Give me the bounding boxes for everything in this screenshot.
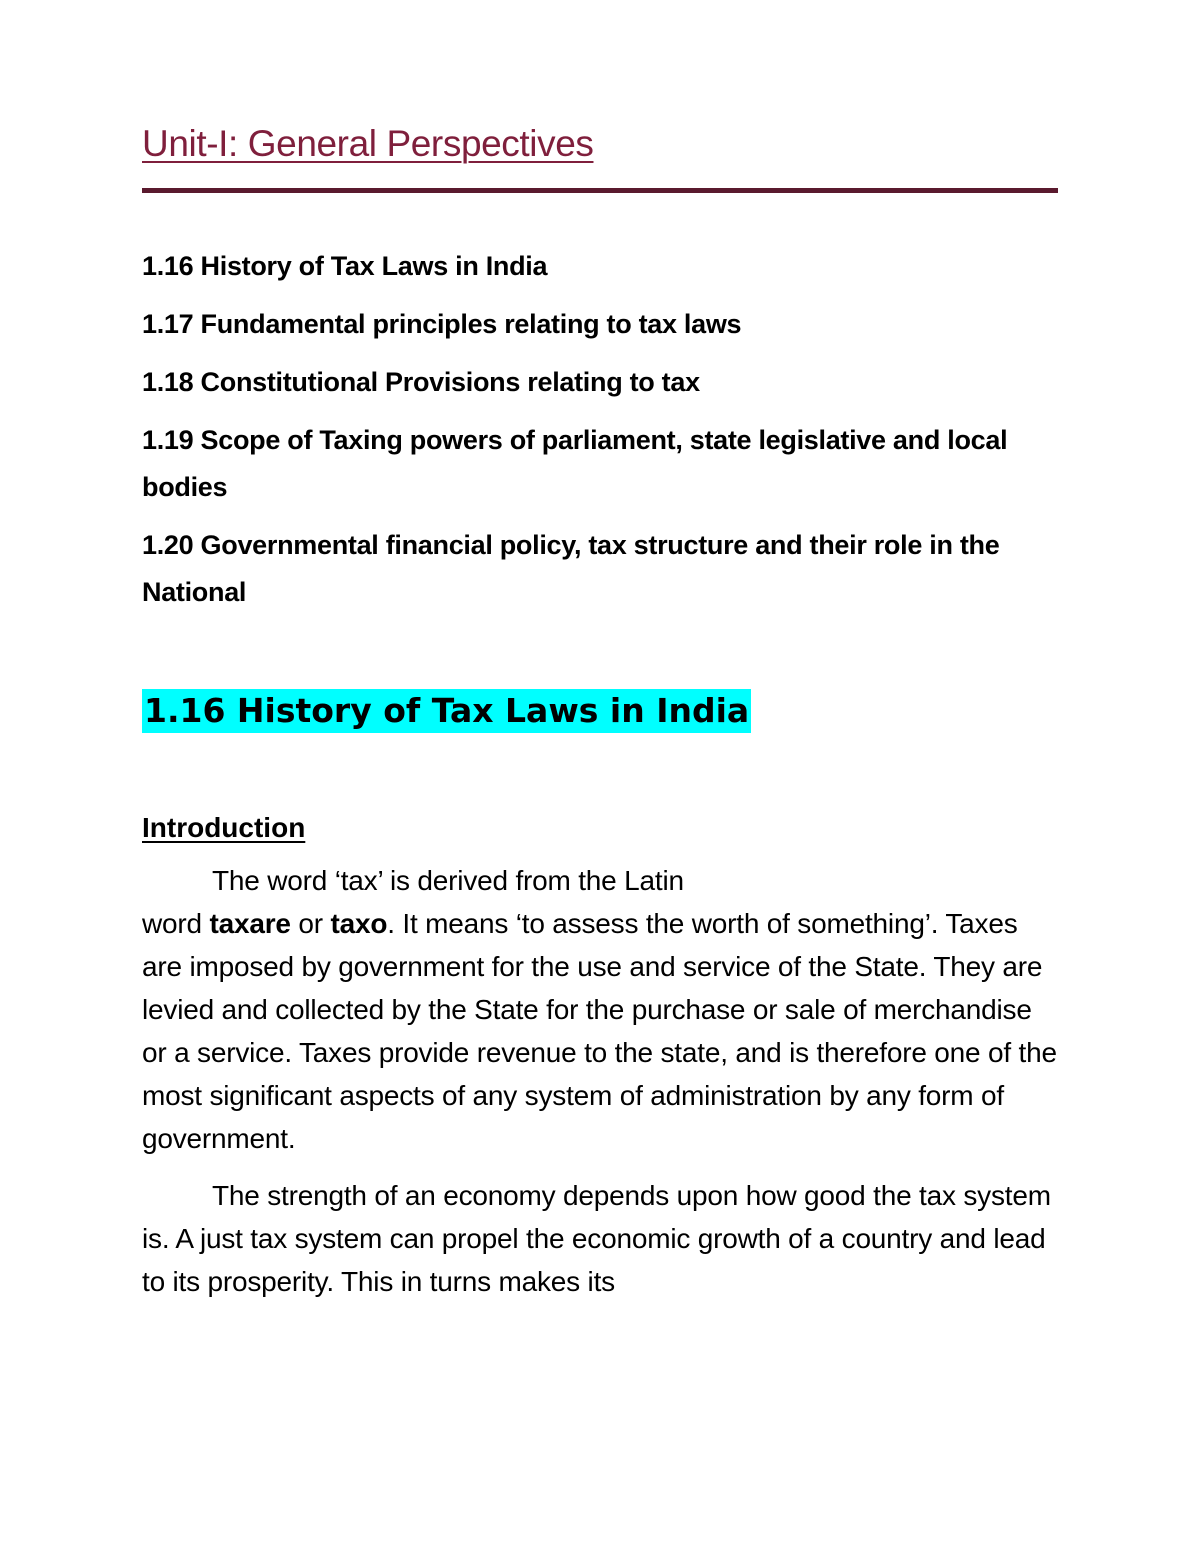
toc-item-1-18: 1.18 Constitutional Provisions relating to tax bbox=[142, 367, 700, 397]
term-taxo: taxo bbox=[330, 908, 388, 939]
para2-text: The strength of an economy depends upon how good the tax system is. A just tax system can propel the economic growth of a country and lead to its prosperity. This in turns makes its bbox=[142, 1180, 1051, 1297]
para1-or: or bbox=[290, 908, 331, 939]
term-taxare: taxare bbox=[209, 908, 291, 939]
introduction-heading: Introduction bbox=[142, 812, 306, 843]
para1-rest: . It means ‘to assess the worth of something’. Taxes are imposed by government for the use and service of the State. They are levied and collected by the State for the purchase or sale of merchandise or a service. Taxes provide revenue to the state, and is therefore one of the most significant aspects of any system of administration by any form of government. bbox=[142, 908, 1057, 1154]
table-of-contents bbox=[142, 243, 1062, 616]
intro-paragraph-1 bbox=[142, 859, 1062, 1160]
para1-line1: The word ‘tax’ is derived from the Latin bbox=[212, 865, 684, 896]
intro-paragraph-2 bbox=[142, 1174, 1062, 1303]
title-rule bbox=[142, 188, 1058, 193]
toc-item-1-16: 1.16 History of Tax Laws in India bbox=[142, 251, 548, 281]
unit-title: Unit-I: General Perspectives bbox=[142, 123, 594, 164]
document-content bbox=[142, 118, 1062, 1317]
toc-item-1-19: 1.19 Scope of Taxing powers of parliament, state legislative and local bodies bbox=[142, 425, 1008, 502]
para1-word-prefix: word bbox=[142, 908, 210, 939]
toc-item-1-17: 1.17 Fundamental principles relating to tax laws bbox=[142, 309, 742, 339]
toc-item-1-20: 1.20 Governmental financial policy, tax structure and their role in the National bbox=[142, 530, 1000, 607]
section-heading: 1.16 History of Tax Laws in India bbox=[142, 689, 751, 733]
